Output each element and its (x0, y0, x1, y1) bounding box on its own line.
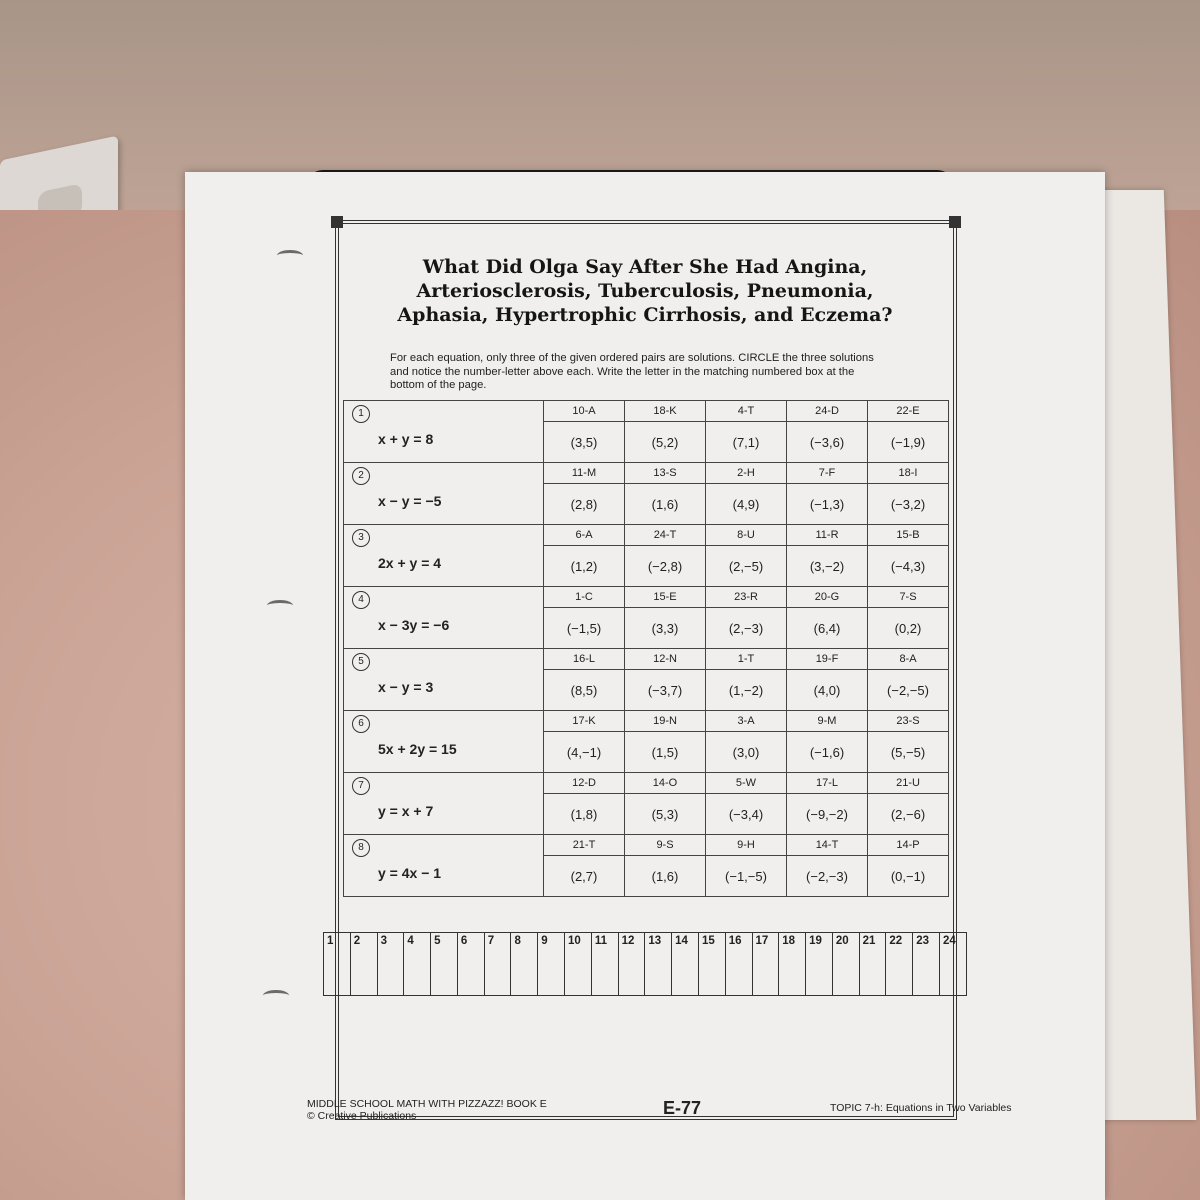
problem-row (344, 587, 949, 608)
number-letter-label: 15-E (625, 587, 706, 608)
number-letter-label: 23-S (868, 711, 949, 732)
problem-number: 7 (352, 777, 370, 795)
ordered-pair[interactable]: (−1,5) (544, 608, 625, 649)
problem-number: 1 (352, 405, 370, 423)
number-letter-label: 21-T (544, 835, 625, 856)
ordered-pair[interactable]: (−4,3) (868, 546, 949, 587)
ordered-pair[interactable]: (4,0) (787, 670, 868, 711)
equation: x − 3y = −6 (378, 617, 450, 633)
number-letter-label: 20-G (787, 587, 868, 608)
ordered-pair[interactable]: (7,1) (706, 422, 787, 463)
ordered-pair[interactable]: (2,−6) (868, 794, 949, 835)
frame-corner (949, 216, 961, 228)
ordered-pair[interactable]: (0,−1) (868, 856, 949, 897)
worksheet-frame (327, 220, 957, 1120)
number-letter-label: 24-T (625, 525, 706, 546)
ordered-pair[interactable]: (−3,4) (706, 794, 787, 835)
ordered-pair[interactable]: (5,−5) (868, 732, 949, 773)
number-letter-label: 16-L (544, 649, 625, 670)
ordered-pair[interactable]: (−9,−2) (787, 794, 868, 835)
footer-publisher (307, 1098, 547, 1122)
number-letter-label: 24-D (787, 401, 868, 422)
number-letter-label: 1-T (706, 649, 787, 670)
ordered-pair[interactable]: (3,5) (544, 422, 625, 463)
answer-box[interactable]: 18 (779, 933, 806, 996)
ordered-pair[interactable]: (1,6) (625, 856, 706, 897)
answer-box[interactable]: 14 (672, 933, 699, 996)
answer-box[interactable]: 4 (404, 933, 431, 996)
answer-box[interactable]: 7 (484, 933, 511, 996)
ordered-pair[interactable]: (3,3) (625, 608, 706, 649)
equation-cell (344, 587, 544, 649)
worksheet (185, 172, 1105, 1200)
problem-table (343, 400, 949, 897)
number-letter-label: 12-D (544, 773, 625, 794)
number-letter-label: 14-O (625, 773, 706, 794)
number-letter-label: 11-M (544, 463, 625, 484)
ordered-pair[interactable]: (2,8) (544, 484, 625, 525)
ordered-pair[interactable]: (3,−2) (787, 546, 868, 587)
ordered-pair[interactable]: (1,5) (625, 732, 706, 773)
equation: x + y = 8 (378, 431, 434, 447)
problem-row (344, 401, 949, 422)
equation: y = 4x − 1 (378, 865, 442, 881)
problem-row (344, 463, 949, 484)
problem-row (344, 835, 949, 856)
number-letter-label: 6-A (544, 525, 625, 546)
ordered-pair[interactable]: (−1,−5) (706, 856, 787, 897)
equation-cell (344, 463, 544, 525)
number-letter-label: 7-S (868, 587, 949, 608)
problem-number: 4 (352, 591, 370, 609)
title-line: Arteriosclerosis, Tuberculosis, Pneumonia, (416, 280, 874, 302)
answer-box[interactable]: 19 (806, 933, 833, 996)
ordered-pair[interactable]: (4,−1) (544, 732, 625, 773)
number-letter-label: 19-F (787, 649, 868, 670)
ordered-pair[interactable]: (5,3) (625, 794, 706, 835)
footer-topic: TOPIC 7-h: Equations in Two Variables (830, 1102, 1012, 1114)
ordered-pair[interactable]: (−3,7) (625, 670, 706, 711)
number-letter-label: 5-W (706, 773, 787, 794)
answer-box[interactable]: 22 (886, 933, 913, 996)
ordered-pair[interactable]: (−2,−3) (787, 856, 868, 897)
number-letter-label: 9-H (706, 835, 787, 856)
number-letter-label: 9-S (625, 835, 706, 856)
number-letter-label: 2-H (706, 463, 787, 484)
number-letter-label: 14-T (787, 835, 868, 856)
number-letter-label: 23-R (706, 587, 787, 608)
problem-row (344, 773, 949, 794)
number-letter-label: 8-U (706, 525, 787, 546)
number-letter-label: 9-M (787, 711, 868, 732)
equation-cell (344, 835, 544, 897)
number-letter-label: 19-N (625, 711, 706, 732)
answer-box[interactable]: 10 (565, 933, 592, 996)
page-number: E-77 (663, 1098, 702, 1118)
equation-cell (344, 711, 544, 773)
number-letter-label: 17-K (544, 711, 625, 732)
answer-box[interactable]: 21 (859, 933, 886, 996)
problem-number: 8 (352, 839, 370, 857)
equation-cell (344, 773, 544, 835)
answer-box[interactable]: 20 (832, 933, 859, 996)
equation: 2x + y = 4 (378, 555, 442, 571)
punch-hole-mark (277, 250, 303, 261)
number-letter-label: 18-K (625, 401, 706, 422)
number-letter-label: 14-P (868, 835, 949, 856)
instructions: For each equation, only three of the given ordered pairs are solutions. CIRCLE the three solutions and notice the number-letter above each. Write the letter in the matching numbered box at the bottom of the page. (390, 352, 874, 391)
number-letter-label: 7-F (787, 463, 868, 484)
answer-box[interactable]: 11 (591, 933, 618, 996)
number-letter-label: 1-C (544, 587, 625, 608)
equation: x − y = 3 (378, 679, 434, 695)
problem-row (344, 525, 949, 546)
ordered-pair[interactable]: (1,6) (625, 484, 706, 525)
ordered-pair[interactable]: (−3,6) (787, 422, 868, 463)
number-letter-label: 13-S (625, 463, 706, 484)
number-letter-label: 22-E (868, 401, 949, 422)
ordered-pair[interactable]: (1,8) (544, 794, 625, 835)
ordered-pair[interactable]: (−3,2) (868, 484, 949, 525)
answer-box[interactable]: 15 (698, 933, 725, 996)
ordered-pair[interactable]: (−2,8) (625, 546, 706, 587)
problem-row (344, 649, 949, 670)
equation: x − y = −5 (378, 493, 442, 509)
ordered-pair[interactable]: (4,9) (706, 484, 787, 525)
answer-boxes (323, 932, 967, 996)
problem-number: 5 (352, 653, 370, 671)
punch-hole-mark (267, 600, 293, 611)
ordered-pair[interactable]: (1,2) (544, 546, 625, 587)
number-letter-label: 4-T (706, 401, 787, 422)
equation: 5x + 2y = 15 (378, 741, 457, 757)
answer-box[interactable]: 23 (913, 933, 940, 996)
number-letter-label: 17-L (787, 773, 868, 794)
worksheet-title (365, 255, 925, 327)
equation-cell (344, 525, 544, 587)
number-letter-label: 15-B (868, 525, 949, 546)
ordered-pair[interactable]: (2,7) (544, 856, 625, 897)
problem-number: 6 (352, 715, 370, 733)
ordered-pair[interactable]: (−1,6) (787, 732, 868, 773)
ordered-pair[interactable]: (0,2) (868, 608, 949, 649)
footer-copyright: © Creative Publications (307, 1110, 417, 1122)
answer-box[interactable]: 8 (511, 933, 538, 996)
equation-cell (344, 401, 544, 463)
answer-box[interactable]: 6 (457, 933, 484, 996)
number-letter-label: 12-N (625, 649, 706, 670)
problem-number: 3 (352, 529, 370, 547)
number-letter-label: 21-U (868, 773, 949, 794)
answer-box[interactable]: 9 (538, 933, 565, 996)
problem-row (344, 711, 949, 732)
number-letter-label: 3-A (706, 711, 787, 732)
answer-box[interactable]: 17 (752, 933, 779, 996)
answer-box[interactable]: 16 (725, 933, 752, 996)
ordered-pair[interactable]: (−1,9) (868, 422, 949, 463)
ordered-pair[interactable]: (−2,−5) (868, 670, 949, 711)
problem-number: 2 (352, 467, 370, 485)
answer-box[interactable]: 2 (350, 933, 377, 996)
answer-box[interactable]: 3 (377, 933, 404, 996)
title-line: What Did Olga Say After She Had Angina, (422, 256, 868, 278)
ordered-pair[interactable]: (3,0) (706, 732, 787, 773)
equation: y = x + 7 (378, 803, 434, 819)
answer-box[interactable]: 5 (431, 933, 458, 996)
number-letter-label: 10-A (544, 401, 625, 422)
ordered-pair[interactable]: (−1,3) (787, 484, 868, 525)
ordered-pair[interactable]: (2,−5) (706, 546, 787, 587)
ordered-pair[interactable]: (6,4) (787, 608, 868, 649)
equation-cell (344, 649, 544, 711)
answer-box[interactable]: 24 (939, 933, 966, 996)
ordered-pair[interactable]: (5,2) (625, 422, 706, 463)
answer-box[interactable]: 12 (618, 933, 645, 996)
footer-book: MIDDLE SCHOOL MATH WITH PIZZAZZ! BOOK E (307, 1098, 547, 1110)
number-letter-label: 8-A (868, 649, 949, 670)
number-letter-label: 18-I (868, 463, 949, 484)
title-line: Aphasia, Hypertrophic Cirrhosis, and Eczema? (397, 304, 893, 326)
ordered-pair[interactable]: (1,−2) (706, 670, 787, 711)
punch-hole-mark (263, 990, 289, 1001)
ordered-pair[interactable]: (2,−3) (706, 608, 787, 649)
number-letter-label: 11-R (787, 525, 868, 546)
answer-box[interactable]: 13 (645, 933, 672, 996)
ordered-pair[interactable]: (8,5) (544, 670, 625, 711)
frame-corner (331, 216, 343, 228)
answer-box[interactable]: 1 (324, 933, 351, 996)
